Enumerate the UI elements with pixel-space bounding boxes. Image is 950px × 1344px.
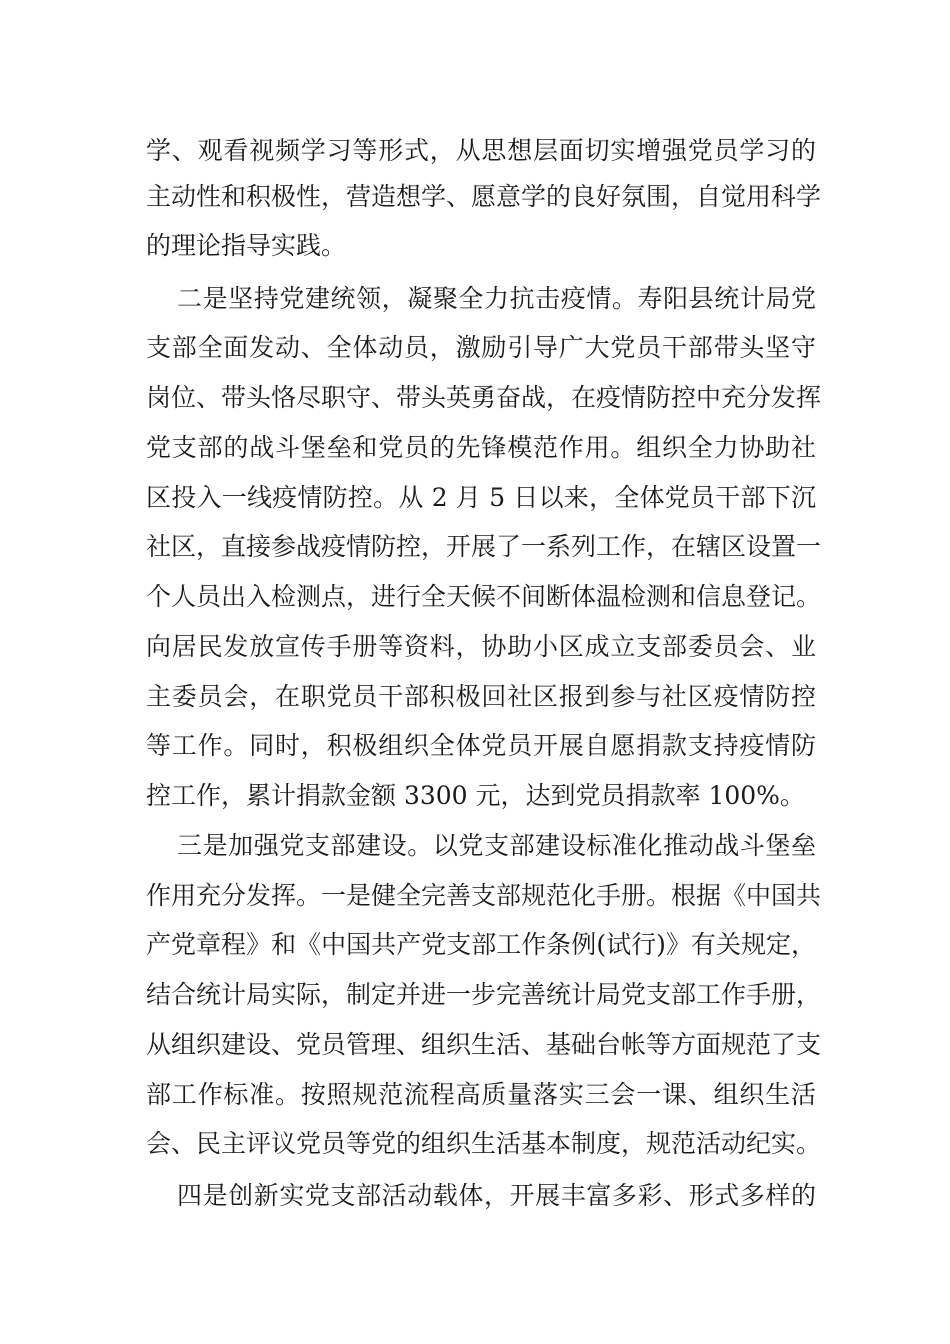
text-line: 主委员会，在职党员干部积极回社区报到参与社区疫情防控 <box>146 682 816 711</box>
text-line: 学、观看视频学习等形式，从思想层面切实增强党员学习的 <box>146 136 816 165</box>
paragraph-start-line: 二是坚持党建统领，凝聚全力抗击疫情。寿阳县统计局党 <box>177 284 816 313</box>
text-line: 结合统计局实际，制定并进一步完善统计局党支部工作手册， <box>146 980 822 1009</box>
text-line: 部工作标准。按照规范流程高质量落实三会一课、组织生活 <box>146 1080 816 1109</box>
text-line: 支部全面发动、全体动员，激励引导广大党员干部带头坚守 <box>146 333 816 362</box>
text-line: 主动性和积极性，营造想学、愿意学的良好氛围，自觉用科学 <box>146 182 822 211</box>
text-line: 党支部的战斗堡垒和党员的先锋模范作用。组织全力协助社 <box>146 433 816 462</box>
text-line: 产党章程》和《中国共产党支部工作条例(试行)》有关规定， <box>146 930 816 959</box>
text-line: 岗位、带头恪尽职守、带头英勇奋战，在疫情防控中充分发挥 <box>146 383 822 412</box>
paragraph-start-line: 四是创新实党支部活动载体，开展丰富多彩、形式多样的 <box>177 1181 816 1210</box>
text-line: 个人员出入检测点，进行全天候不间断体温检测和信息登记。 <box>146 582 822 611</box>
text-line: 控工作，累计捐款金额 3300 元，达到党员捐款率 100%。 <box>146 781 805 810</box>
text-line: 作用充分发挥。一是健全完善支部规范化手册。根据《中国共 <box>146 881 822 910</box>
text-line: 从组织建设、党员管理、组织生活、基础台帐等方面规范了支 <box>146 1030 822 1059</box>
text-line: 向居民发放宣传手册等资料，协助小区成立支部委员会、业 <box>146 632 816 661</box>
text-line: 社区，直接参战疫情防控，开展了一系列工作，在辖区设置一 <box>146 532 822 561</box>
paragraph-start-line: 三是加强党支部建设。以党支部建设标准化推动战斗堡垒 <box>177 831 816 860</box>
text-line: 的理论指导实践。 <box>146 231 347 260</box>
text-line: 区投入一线疫情防控。从 2 月 5 日以来，全体党员干部下沉 <box>146 483 816 512</box>
text-line: 会、民主评议党员等党的组织生活基本制度，规范活动纪实。 <box>146 1129 822 1158</box>
text-line: 等工作。同时，积极组织全体党员开展自愿捐款支持疫情防 <box>146 731 816 760</box>
